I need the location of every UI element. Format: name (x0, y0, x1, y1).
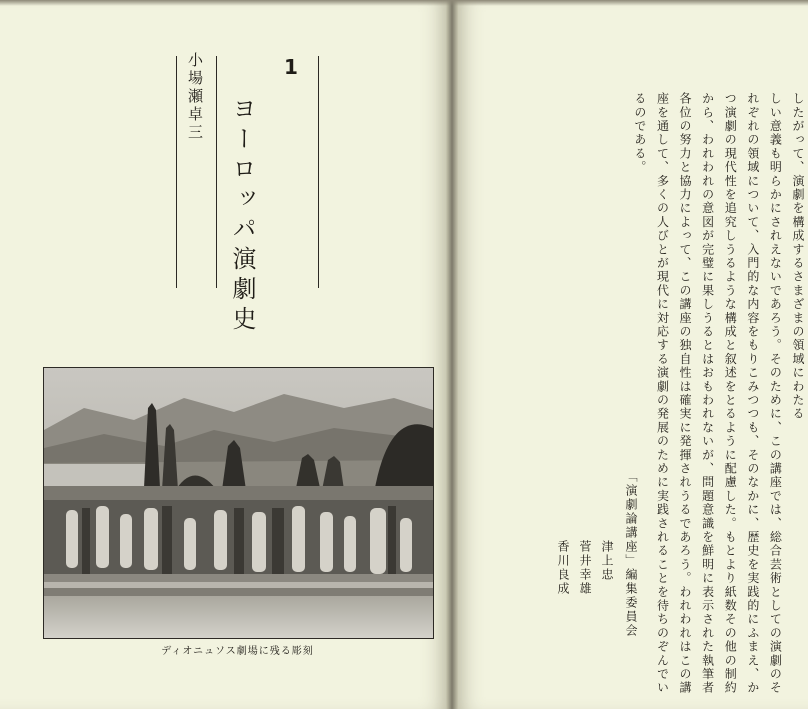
book-gutter (446, 0, 458, 709)
committee-member: 菅井幸雄 (578, 540, 592, 596)
committee-member: 津上忠 (600, 540, 614, 582)
text-line: したがって、演劇を構成するさまざまの領域にわたる (791, 92, 805, 421)
committee-member: 香川良成 (556, 540, 570, 596)
text-line: から、われわれの意図が完璧に果しうるとはおもわれないが、問題意識を鮮明に表示された執筆者 (700, 92, 715, 695)
text-line: れぞれの領域について、入門的な内容をもりこみつつも、そのなかに、歴史を実践的にふまえ、か (745, 92, 760, 695)
text-line: 各位の努力と協力によって、この講座の独自性は確実に発揮されうるであろう。われわれはこの講 (678, 92, 693, 695)
page-top-shadow (0, 0, 808, 6)
editorial-committee (556, 0, 650, 709)
chapter-number: 1 (284, 55, 298, 79)
text-line: つ演劇の現代性を追究しうるような構成と叙述をとるように配慮した。もとより紙数その他の制約 (723, 92, 738, 695)
text-line: るのである。 (632, 92, 647, 175)
heading-rule-left (176, 56, 177, 288)
heading-rule-middle (216, 56, 217, 288)
chapter-author: 小場瀬卓三 (186, 52, 204, 142)
text-line: しい意義も明らかにされえないであろう。そのために、この講座では、総合芸術としての演劇のそ (768, 92, 783, 695)
text-line: 座を通して、多くの人びとが現代に対応する演劇の発展のために実践されることを待ちのぞんでい (655, 92, 670, 695)
chapter-title: ヨーロッパ演劇史 (228, 96, 256, 336)
heading-rule-right (318, 56, 319, 288)
committee-title: 「演劇論講座」編集委員会 (624, 470, 638, 638)
preface-text (632, 92, 808, 695)
theatre-photo (43, 367, 434, 639)
photo-caption: ディオニュソス劇場に残る彫刻 (161, 646, 314, 657)
